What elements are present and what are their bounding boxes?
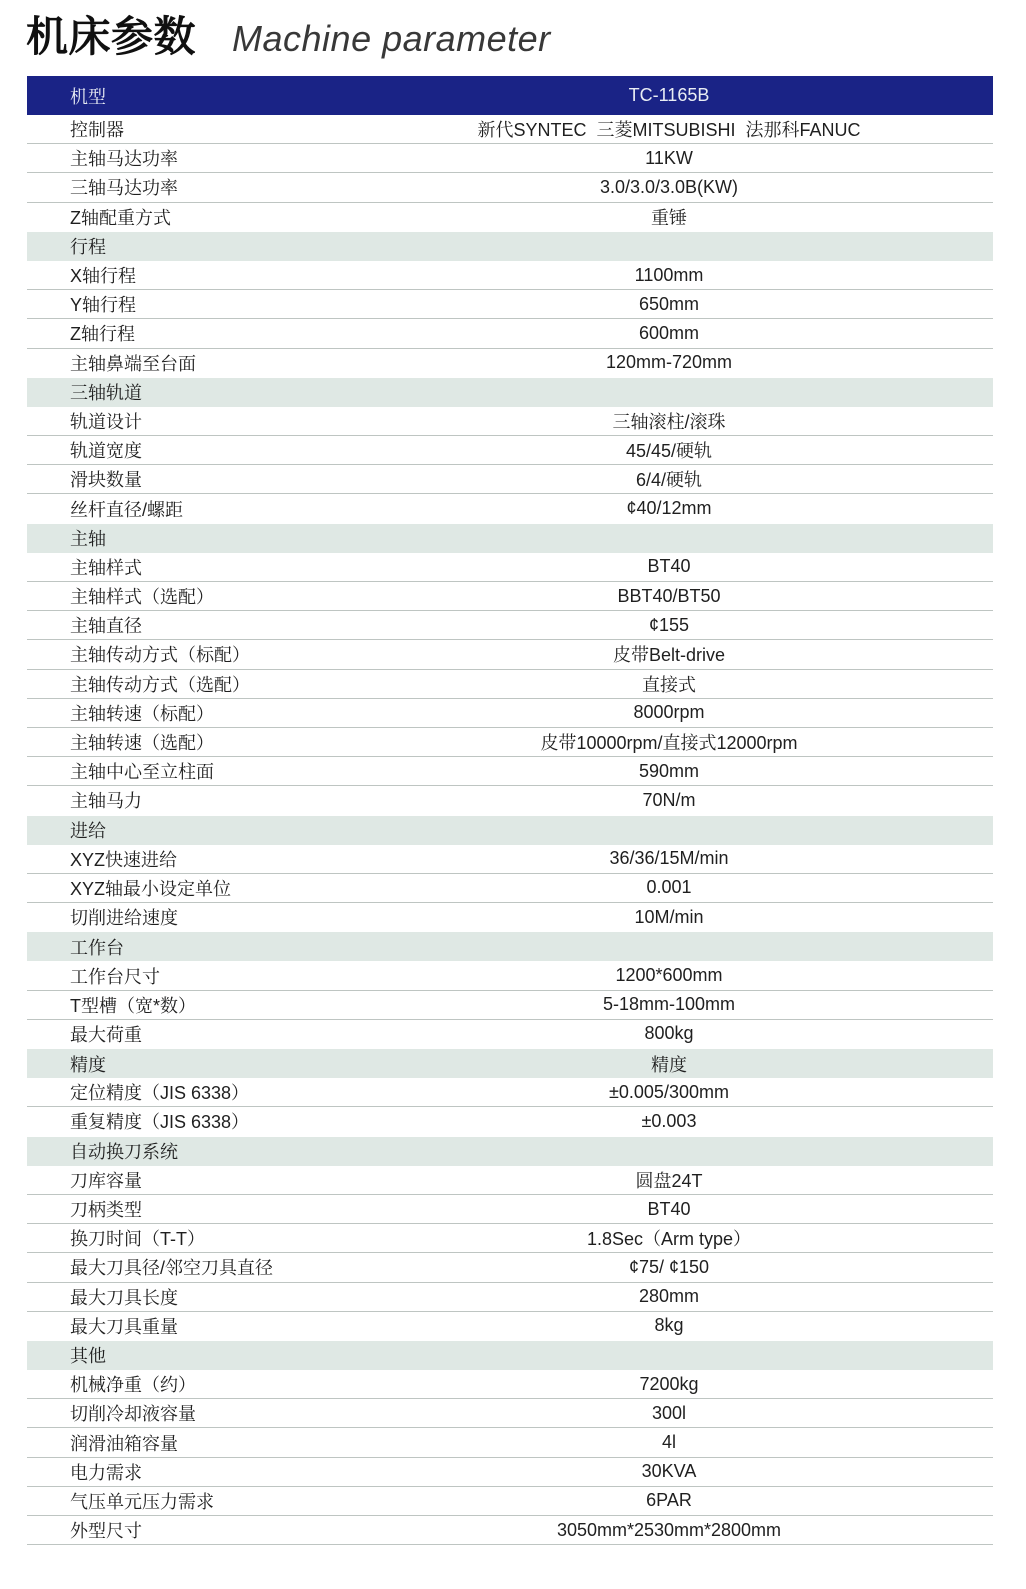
row-label: 主轴传动方式（标配） [70,645,250,666]
row-value: 三轴滚柱/滚珠 [612,411,726,432]
machine-parameter-table [27,76,993,1545]
table-row [27,1458,993,1487]
row-label: X轴行程 [70,266,137,287]
table-header-row [27,76,993,115]
row-label: 三轴马达功率 [70,178,178,199]
section-row [27,816,993,845]
row-value: 10M/min [634,906,704,927]
table-row [27,465,993,494]
section-row [27,1341,993,1370]
row-label: 自动换刀系统 [70,1142,178,1163]
table-row [27,1487,993,1516]
table-row [27,903,993,932]
row-label: 控制器 [70,120,124,141]
row-label: 工作台 [70,937,124,958]
row-label: 其他 [70,1346,106,1367]
section-row [27,932,993,961]
row-value: 45/45/硬轨 [625,441,713,462]
table-row [27,1224,993,1253]
row-label: 主轴样式（选配） [70,587,214,608]
row-label: 定位精度（JIS 6338） [70,1083,250,1104]
table-row [27,1195,993,1224]
row-value: 皮带10000rpm/直接式12000rpm [540,733,798,754]
row-value: 30KVA [641,1461,697,1482]
row-value: 重锤 [651,207,687,228]
row-label: 最大刀具长度 [70,1287,178,1308]
row-value: 650mm [638,293,700,314]
row-value: 1200*600mm [615,965,723,986]
table-row [27,845,993,874]
table-row [27,611,993,640]
row-label: 精度 [70,1054,106,1075]
row-value: ¢40/12mm [626,498,712,519]
row-label: 机械净重（约） [70,1375,196,1396]
page-subtitle: Machine parameter [232,18,551,59]
row-value: 36/36/15M/min [609,848,729,869]
row-label: XYZ快速进给 [70,849,178,870]
table-row [27,115,993,144]
row-value: 新代SYNTEC 三菱MITSUBISHI 法那科FANUC [477,120,861,141]
table-row [27,1428,993,1457]
page-header [26,4,551,64]
table-row [27,1107,993,1136]
table-row [27,319,993,348]
header-model-value: TC-1165B [628,85,710,105]
row-value: ¢155 [648,614,690,635]
row-value: 皮带Belt-drive [612,645,726,666]
row-label: 行程 [70,237,106,258]
row-value: ¢75/ ¢150 [628,1256,710,1277]
row-label: 主轴马达功率 [70,149,178,170]
row-value: 6PAR [646,1490,692,1511]
row-value: 1100mm [634,264,704,285]
row-value: 直接式 [642,674,696,695]
row-label: 润滑油箱容量 [70,1433,178,1454]
row-label: 轨道设计 [70,411,142,432]
row-value: BBT40/BT50 [617,585,721,606]
row-label: 工作台尺寸 [70,966,160,987]
table-row [27,290,993,319]
row-value: 6/4/硬轨 [635,470,703,491]
row-value: 120mm-720mm [605,352,733,373]
table-row [27,1516,993,1545]
row-label: 主轴中心至立柱面 [70,762,214,783]
table-row [27,1020,993,1049]
section-row [27,378,993,407]
table-row [27,786,993,815]
table-row [27,1166,993,1195]
table-row [27,407,993,436]
row-value: 精度 [651,1054,687,1075]
row-label: 滑块数量 [70,470,142,491]
row-label: 主轴鼻端至台面 [70,353,196,374]
row-label: 最大刀具重量 [70,1316,178,1337]
row-value: 4l [661,1432,676,1453]
row-label: 外型尺寸 [70,1521,142,1542]
header-model-label: 机型 [70,86,106,107]
row-value: ±0.003 [641,1110,697,1131]
row-label: 换刀时间（T-T） [70,1229,205,1250]
table-row [27,1370,993,1399]
row-label: 主轴转速（选配） [70,733,214,754]
row-value: 70N/m [642,789,696,810]
row-label: 丝杆直径/螺距 [70,499,184,520]
table-row [27,203,993,232]
row-label: 最大荷重 [70,1024,142,1045]
table-row [27,1399,993,1428]
row-label: 最大刀具径/邻空刀具直径 [70,1258,273,1279]
row-value: 11KW [645,147,693,168]
row-label: 主轴传动方式（选配） [70,674,250,695]
table-body [27,115,993,1545]
row-label: XYZ轴最小设定单位 [70,878,232,899]
section-row [27,1049,993,1078]
row-value: 1.8Sec（Arm type） [586,1229,752,1250]
row-value: BT40 [647,556,691,577]
row-value: 3050mm*2530mm*2800mm [556,1519,782,1540]
row-label: Z轴配重方式 [70,207,171,228]
row-label: 主轴样式 [70,557,142,578]
row-value: 8000rpm [633,702,705,723]
table-row [27,553,993,582]
table-row [27,757,993,786]
table-row [27,173,993,202]
table-row [27,1283,993,1312]
row-label: 切削冷却液容量 [70,1404,196,1425]
row-label: 切削进给速度 [70,908,178,929]
row-label: Z轴行程 [70,324,135,345]
row-label: 轨道宽度 [70,441,142,462]
table-row [27,1253,993,1282]
section-row [27,232,993,261]
table-row [27,991,993,1020]
table-row [27,1312,993,1341]
table-row [27,261,993,290]
row-value: BT40 [647,1198,691,1219]
row-value: 8kg [654,1315,684,1336]
row-label: 主轴转速（标配） [70,703,214,724]
row-value: 7200kg [639,1373,699,1394]
row-value: 3.0/3.0/3.0B(KW) [599,176,739,197]
section-row [27,524,993,553]
row-label: Y轴行程 [70,295,137,316]
row-label: 三轴轨道 [70,383,142,404]
row-label: 主轴马力 [70,791,142,812]
table-row [27,961,993,990]
row-label: 电力需求 [70,1462,142,1483]
row-value: 5-18mm-100mm [602,994,736,1015]
row-value: ±0.005/300mm [609,1081,729,1102]
row-value: 圆盘24T [635,1170,703,1191]
table-row [27,1078,993,1107]
table-row [27,144,993,173]
row-label: 刀柄类型 [70,1200,142,1221]
row-value: 590mm [638,760,700,781]
section-row [27,1137,993,1166]
row-value: 600mm [638,322,700,343]
table-row [27,582,993,611]
table-row [27,349,993,378]
table-row [27,699,993,728]
row-value: 0.001 [646,877,692,898]
table-row [27,670,993,699]
row-value: 300l [651,1402,687,1423]
table-row [27,640,993,669]
table-row [27,728,993,757]
row-label: 主轴 [70,529,106,550]
row-label: 刀库容量 [70,1170,142,1191]
row-value: 280mm [638,1286,700,1307]
row-label: 主轴直径 [70,616,142,637]
row-label: T型槽（宽*数） [70,995,196,1016]
table-row [27,874,993,903]
row-value: 800kg [644,1023,694,1044]
row-label: 气压单元压力需求 [70,1491,214,1512]
row-label: 重复精度（JIS 6338） [70,1112,250,1133]
table-row [27,494,993,523]
table-row [27,436,993,465]
row-label: 进给 [70,821,106,842]
page-title: 机床参数 [26,13,197,60]
